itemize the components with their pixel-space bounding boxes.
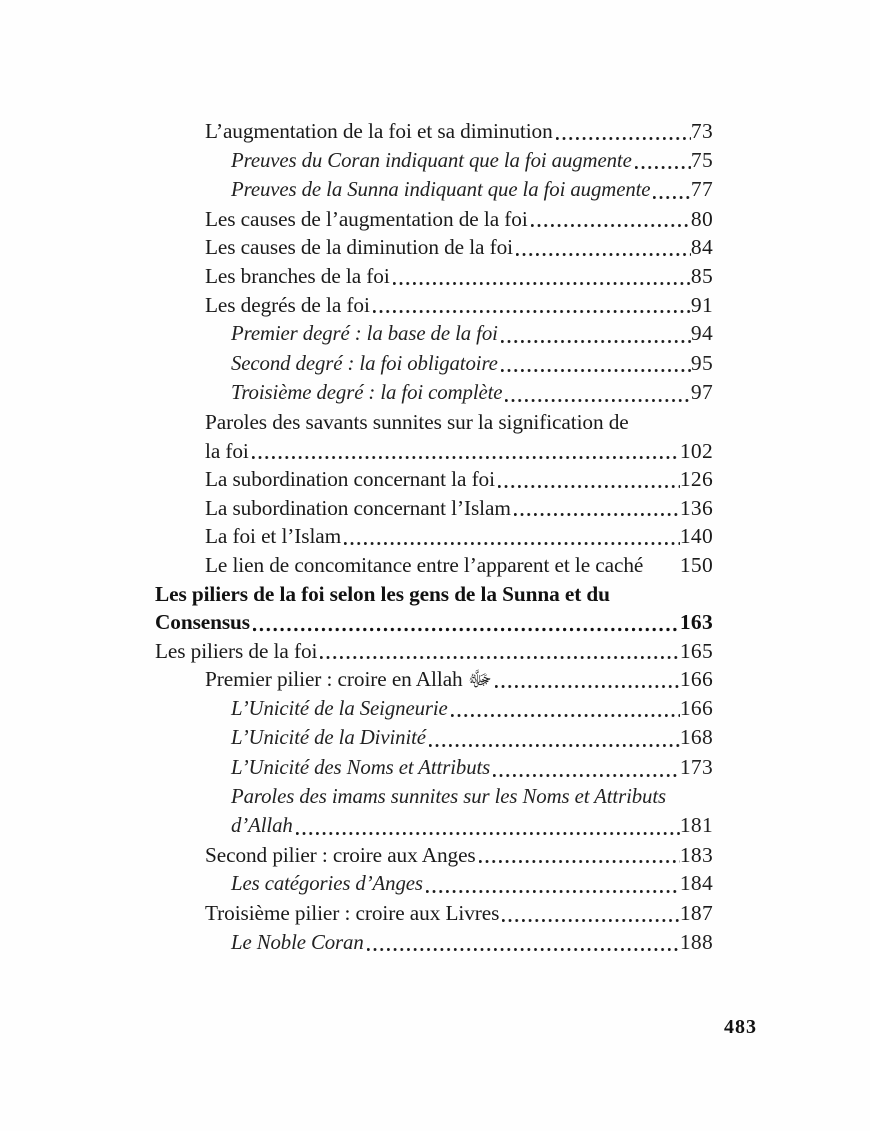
toc-entry-text: Les causes de la diminution de la foi <box>205 235 513 260</box>
toc-entry-text: Le Noble Coran <box>231 930 364 954</box>
toc-entry <box>231 783 713 841</box>
toc-entry-page: 187 <box>679 901 713 926</box>
toc-entry <box>231 349 713 379</box>
toc-entry-page: 165 <box>679 638 713 663</box>
dot-leader <box>505 397 690 404</box>
toc-entry <box>205 408 713 465</box>
dot-leader <box>502 917 680 924</box>
toc-entry-text: Les causes de l’augmentation de la foi <box>205 206 528 231</box>
toc-entry-page: 91 <box>690 292 713 317</box>
toc-entry <box>231 378 713 408</box>
toc-entry <box>205 551 713 580</box>
toc-entry-text: Second pilier : croire aux Anges <box>205 842 476 867</box>
toc-entry-page: 181 <box>679 813 713 838</box>
toc-entry <box>205 841 713 870</box>
toc-entry-text: L’augmentation de la foi et sa diminution <box>205 119 553 143</box>
toc-entry-text: La subordination concernant la foi <box>205 467 495 492</box>
toc-entry-page: 168 <box>679 725 713 750</box>
toc-entry <box>205 262 713 291</box>
toc-entry-page: 166 <box>679 695 713 720</box>
dot-leader <box>653 194 690 201</box>
toc-entry-text: la foi <box>205 438 249 463</box>
toc-entry-text: Premier pilier : croire en Allah ﷻ <box>205 667 492 692</box>
toc-entry-text: Paroles des imams sunnites sur les Noms et Attributs <box>231 784 667 808</box>
dot-leader <box>501 338 691 345</box>
toc-entry <box>205 899 713 928</box>
toc-entry-page: 95 <box>690 350 713 375</box>
dot-leader <box>320 654 680 661</box>
dot-leader <box>516 251 691 258</box>
toc-entry <box>231 869 713 899</box>
dot-leader <box>296 830 680 837</box>
toc-entry <box>205 522 713 551</box>
toc-entry-page: 163 <box>679 610 713 635</box>
toc-entry <box>205 665 713 694</box>
toc-entry <box>205 291 713 320</box>
toc-entry-page: 188 <box>679 929 713 954</box>
toc-entry-text: Les branches de la foi <box>205 263 390 288</box>
toc-entry <box>231 146 713 176</box>
toc-entry <box>155 637 713 666</box>
toc-entry-page: 97 <box>690 380 713 405</box>
toc-entry <box>205 205 713 234</box>
dot-leader <box>373 308 691 315</box>
table-of-contents <box>155 117 713 957</box>
dot-leader <box>498 483 680 490</box>
toc-entry-text: Les piliers de la foi selon les gens de la Sunna et du <box>155 581 610 606</box>
dot-leader <box>451 712 680 719</box>
toc-entry-text: Troisième pilier : croire aux Livres <box>205 901 500 926</box>
toc-entry-page: 80 <box>690 206 713 231</box>
toc-entry <box>205 465 713 494</box>
toc-entry-page: 183 <box>679 842 713 867</box>
toc-entry-text: Consensus <box>155 610 250 635</box>
toc-entry <box>205 233 713 262</box>
toc-entry-page: 150 <box>679 552 713 577</box>
toc-entry <box>155 580 713 637</box>
toc-entry-page: 77 <box>690 177 713 202</box>
toc-entry <box>231 753 713 783</box>
toc-entry-page: 94 <box>690 321 713 346</box>
dot-leader <box>344 540 680 547</box>
toc-entry-page: 140 <box>679 524 713 549</box>
toc-entry-text: Paroles des savants sunnites sur la signification de <box>205 409 629 434</box>
toc-entry-text: Second degré : la foi obligatoire <box>231 351 498 375</box>
toc-entry <box>205 494 713 523</box>
dot-leader <box>501 367 691 374</box>
page-footer-number: 483 <box>724 1016 757 1038</box>
toc-entry-page: 84 <box>690 235 713 260</box>
dot-leader <box>393 280 691 287</box>
toc-entry-page: 126 <box>679 467 713 492</box>
toc-entry <box>231 928 713 958</box>
toc-entry-page: 173 <box>679 755 713 780</box>
toc-entry-text: Les piliers de la foi <box>155 638 318 663</box>
dot-leader <box>514 511 680 518</box>
toc-entry-page: 102 <box>679 438 713 463</box>
toc-entry-text: La foi et l’Islam <box>205 524 342 549</box>
toc-entry-text: L’Unicité de la Seigneurie <box>231 696 448 720</box>
toc-entry-text: Troisième degré : la foi complète <box>231 381 503 405</box>
toc-entry-text: La subordination concernant l’Islam <box>205 495 511 520</box>
dot-leader <box>252 454 680 461</box>
dot-leader <box>479 858 680 865</box>
toc-entry-text: Preuves de la Sunna indiquant que la foi augmente <box>231 178 651 202</box>
toc-entry-page: 136 <box>679 495 713 520</box>
toc-entry-page: 85 <box>690 263 713 288</box>
toc-entry-text: Le lien de concomitance entre l’apparent et le caché <box>205 552 644 577</box>
dot-leader <box>253 626 680 633</box>
dot-leader <box>635 164 691 171</box>
toc-entry-page: 73 <box>690 119 713 143</box>
dot-leader <box>493 772 680 779</box>
toc-entry-text: L’Unicité des Noms et Attributs <box>231 756 491 780</box>
toc-entry-text: L’Unicité de la Divinité <box>231 726 426 750</box>
toc-entry-page: 184 <box>679 871 713 896</box>
dot-leader <box>531 222 691 229</box>
toc-entry-page: 75 <box>690 147 713 172</box>
toc-entry <box>205 117 713 146</box>
dot-leader <box>426 888 680 895</box>
toc-entry <box>231 723 713 753</box>
toc-entry-text: Les degrés de la foi <box>205 292 370 317</box>
toc-entry-text: d’Allah <box>231 814 293 838</box>
dot-leader <box>556 135 691 142</box>
toc-entry-text: Les catégories d’Anges <box>231 872 423 896</box>
dot-leader <box>367 946 680 953</box>
dot-leader <box>429 742 680 749</box>
toc-entry <box>231 694 713 724</box>
toc-entry-page: 166 <box>679 667 713 692</box>
dot-leader <box>495 683 680 690</box>
toc-entry <box>231 175 713 205</box>
toc-entry-text: Premier degré : la base de la foi <box>231 322 498 346</box>
toc-entry-text: Preuves du Coran indiquant que la foi augmente <box>231 148 632 172</box>
toc-entry <box>231 319 713 349</box>
